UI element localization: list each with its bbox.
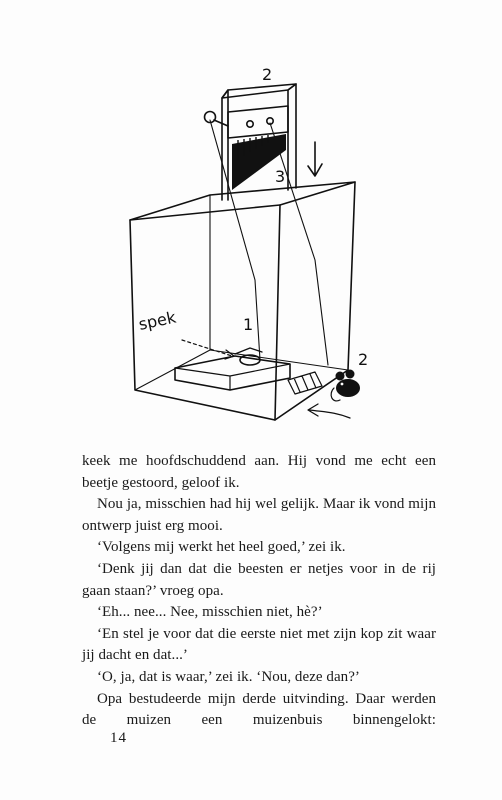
guillotine-left-post	[222, 90, 228, 200]
mouse-eye	[341, 383, 344, 386]
bait-trigger	[235, 348, 262, 354]
guillotine-top-beam	[222, 84, 296, 98]
label-part-2-mouse: 2	[358, 350, 369, 369]
bacon-pointer-arrow	[182, 340, 232, 356]
mouse-body	[336, 379, 360, 397]
box-back-edges	[135, 195, 348, 390]
label-part-1: 1	[243, 315, 254, 334]
trigger-platform-edge	[175, 364, 290, 390]
paragraph-4: ‘Denk jij dan dat die beesten er netjes voor in de rij gaan staan?’ vroeg opa.	[82, 560, 436, 599]
label-bacon: spek	[136, 307, 178, 334]
drop-arrow	[308, 142, 322, 176]
box-top-face	[130, 182, 355, 220]
mouse-ear-left	[336, 372, 345, 381]
guillotine-right-post	[288, 84, 296, 190]
mouse-ear-right	[346, 370, 355, 379]
mouse-path-arrow	[308, 404, 350, 418]
paragraph-7: ‘O, ja, dat is waar,’ zei ik. ‘Nou, deze dan?’	[97, 668, 360, 685]
page-number: 14	[110, 730, 127, 746]
illustration-drawing	[110, 60, 400, 440]
story-text	[82, 451, 436, 732]
trigger-platform	[175, 356, 290, 390]
bolt-left	[247, 121, 253, 127]
paragraph-1: keek me hoofdschuddend aan. Hij vond me echt een beetje gestoord, geloof ik.	[82, 453, 436, 491]
guillotine-upper-board	[228, 106, 288, 138]
paragraph-2: Nou ja, misschien had hij wel gelijk. Maar ik vond mijn ontwerp juist erg mooi.	[82, 496, 436, 534]
paragraph-6: ‘En stel je voor dat die eerste niet met zijn kop zit waar jij dacht en dat...’	[82, 625, 436, 664]
paragraph-3: ‘Volgens mij werkt het heel goed,’ zei ik.	[97, 539, 346, 556]
label-part-2-top: 2	[262, 65, 273, 84]
paragraph-5: ‘Eh... nee... Nee, misschien niet, hè?’	[97, 604, 323, 621]
pulley-rope	[214, 120, 228, 126]
guillotine-mousetrap-illustration	[110, 60, 400, 440]
label-part-3: 3	[275, 167, 286, 186]
paragraph-8: Opa bestudeerde mijn derde uitvinding. Daar werden de muizen een muizenbuis binnengelokt:	[82, 690, 436, 729]
